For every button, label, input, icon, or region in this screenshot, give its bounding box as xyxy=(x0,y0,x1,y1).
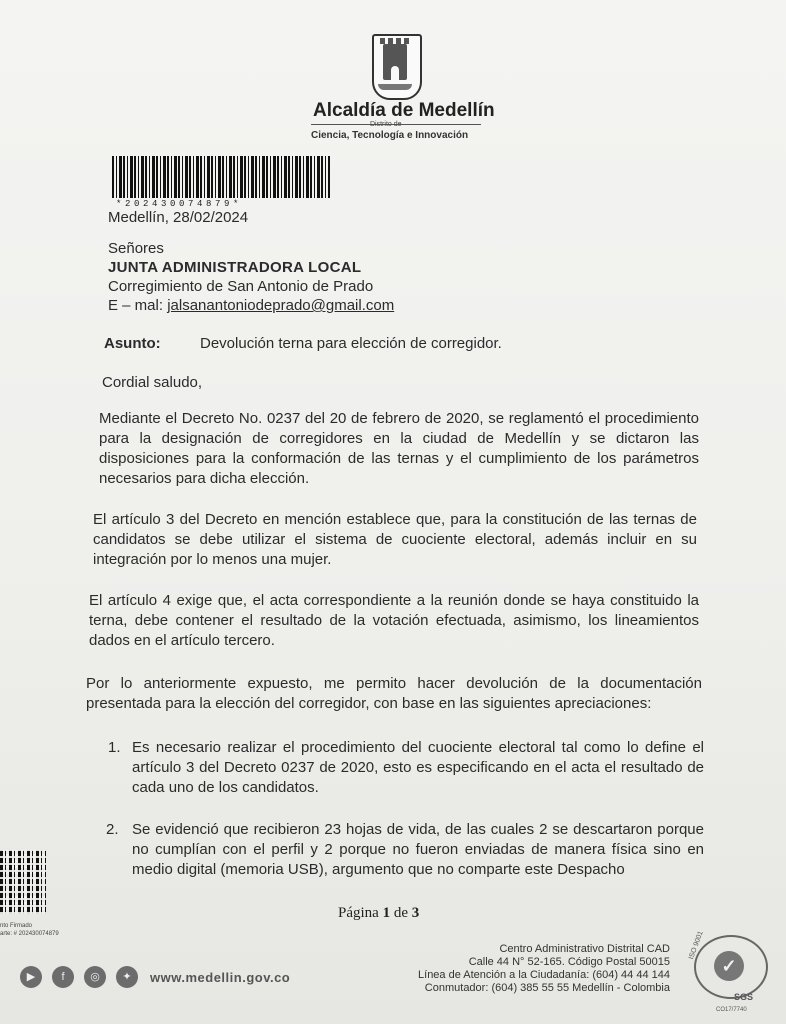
page-indicator xyxy=(338,905,419,922)
sgs-certification-seal xyxy=(694,935,768,999)
address-line: Conmutador: (604) 385 55 55 Medellín - Colombia xyxy=(424,982,670,994)
page-label-mid: de xyxy=(390,905,412,921)
list-item: Se evidenció que recibieron 23 hojas de vida, de las cuales 2 se descartaron porque no cumplían con el perfil y 2 porque no fueron enviadas de manera física sino en medio digital (memoria USB), argumento que no comparte este Despacho xyxy=(132,821,704,878)
brand-distrito: Distrito de xyxy=(370,121,402,128)
paragraph-1: Mediante el Decreto No. 0237 del 20 de febrero de 2020, se reglamentó el procedimiento para la designación de corregidores en la ciudad de Medellín y se dictaron las disposiciones para la conformación de las ternas y el cumplimiento de los parámetros necesarios para dicha elección. xyxy=(99,410,699,487)
youtube-icon[interactable]: ▶ xyxy=(20,966,42,988)
greeting: Cordial saludo, xyxy=(102,374,203,391)
subject-label: Asunto: xyxy=(104,335,161,352)
twitter-icon[interactable]: ✦ xyxy=(116,966,138,988)
cert-code: CO17/7740 xyxy=(716,1007,747,1013)
page-label: Página xyxy=(338,905,383,921)
address-line: Línea de Atención a la Ciudadanía: (604) 44 44 144 xyxy=(418,969,670,981)
recipient-name: JUNTA ADMINISTRADORA LOCAL xyxy=(108,259,362,276)
website-link[interactable]: www.medellin.gov.co xyxy=(150,970,291,985)
barcode-image xyxy=(112,156,330,198)
barcode-number: *202430074879* xyxy=(116,199,243,209)
sgs-label: SGS xyxy=(734,992,754,1002)
email-link[interactable]: jalsanantoniodeprado@gmail.com xyxy=(167,297,395,314)
cert-iso-label: ISO 9001 xyxy=(688,930,705,961)
brand-subtitle: Ciencia, Tecnología e Innovación xyxy=(311,130,469,141)
qr-code xyxy=(0,850,46,914)
facebook-icon[interactable]: f xyxy=(52,966,74,988)
page-current: 1 xyxy=(382,905,391,921)
recipient-location: Corregimiento de San Antonio de Prado xyxy=(108,278,374,295)
medellin-coat-of-arms-logo xyxy=(372,34,422,100)
instagram-icon[interactable]: ◎ xyxy=(84,966,106,988)
address-line: Centro Administrativo Distrital CAD xyxy=(499,943,670,955)
list-item-number: 1. xyxy=(108,739,121,756)
place-date: Medellín, 28/02/2024 xyxy=(108,209,249,226)
subject-text: Devolución terna para elección de corregidor. xyxy=(200,335,502,352)
qr-label-2: arte: # 202430074879 xyxy=(0,931,59,937)
paragraph-3: El artículo 4 exige que, el acta correspondiente a la reunión donde se haya constituido la terna, debe contener el resultado de la votación efectuada, asimismo, los lineamientos dados en el artículo tercero. xyxy=(89,592,699,649)
paragraph-4: Por lo anteriormente expuesto, me permito hacer devolución de la documentación presentada para la elección del corregidor, con base en las siguientes apreciaciones: xyxy=(86,675,702,712)
qr-label-1: nto Firmado xyxy=(0,923,33,929)
paragraph-2: El artículo 3 del Decreto en mención establece que, para la constitución de las ternas de candidatos se debe utilizar el sistema de cuociente electoral, además incluir en su integración por lo menos una mujer. xyxy=(93,511,697,568)
page-total: 3 xyxy=(411,905,420,921)
brand-name: Alcaldía de Medellín xyxy=(313,100,495,121)
check-icon: ✓ xyxy=(714,951,744,981)
list-item: Es necesario realizar el procedimiento del cuociente electoral tal como lo define el artículo 3 del Decreto 0237 de 2020, esto es especificando en el acta el resultado de cada uno de los candidatos. xyxy=(132,739,704,796)
footer-address xyxy=(418,943,670,995)
salutation-to: Señores xyxy=(108,240,164,257)
email-label: E – mal: xyxy=(108,297,168,314)
address-line: Calle 44 N° 52-165. Código Postal 50015 xyxy=(468,956,670,968)
list-item-number: 2. xyxy=(106,821,119,838)
email-line xyxy=(108,296,394,316)
